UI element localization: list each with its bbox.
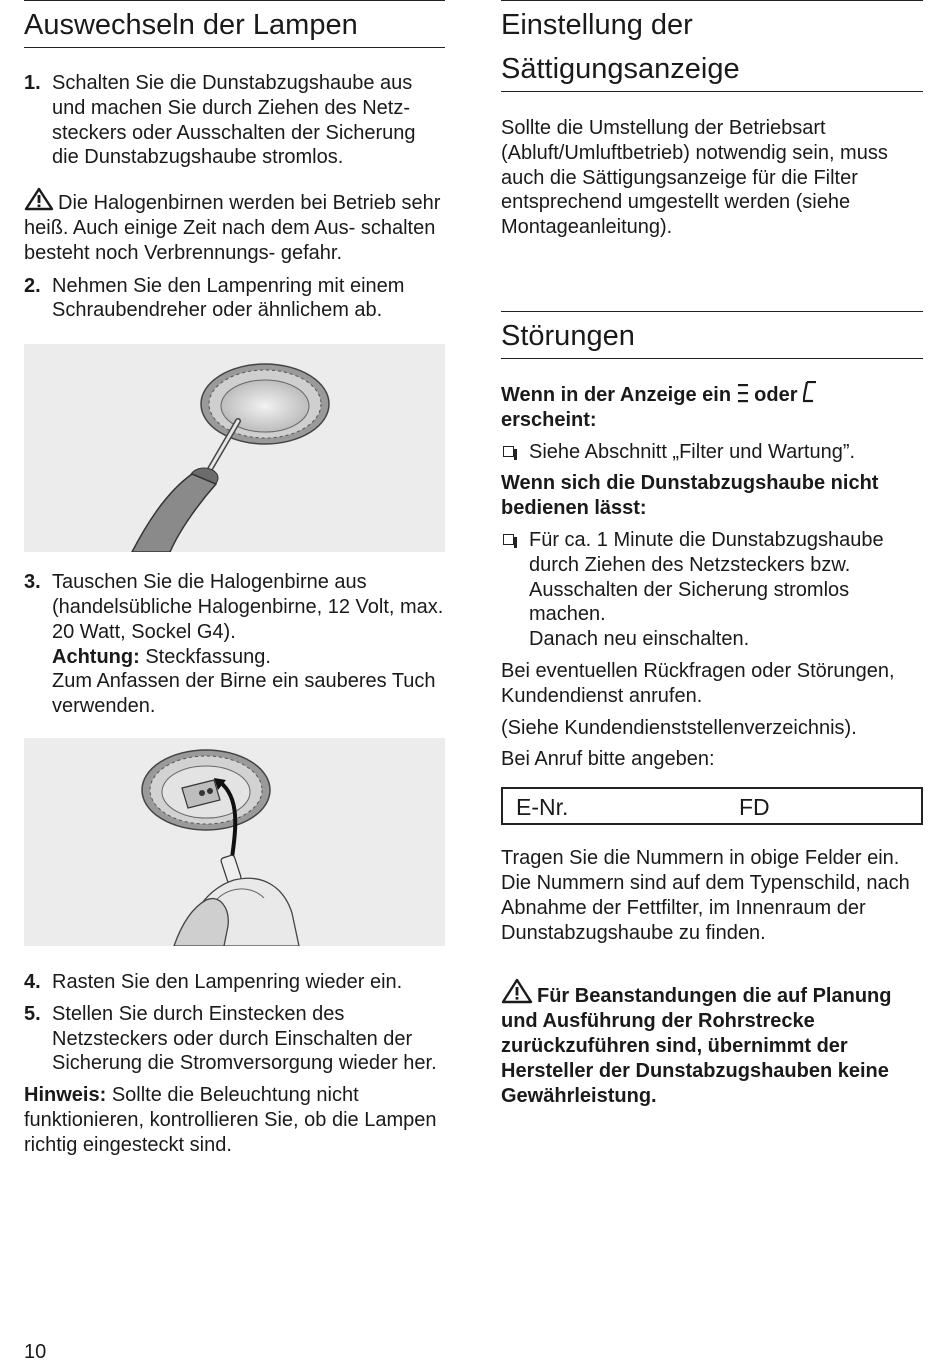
step-caution [52,645,445,670]
figure-remove-lamp-ring [24,344,445,552]
question-not-operable: Wenn sich die Dunstabzugshaube nicht bedienen lässt: [501,472,879,520]
left-column [24,0,445,1158]
illustration-halogen-bulb-hands [24,738,445,946]
step-number: 5. [24,1002,41,1025]
step-number: 1. [24,72,41,94]
question-text: erscheint: [501,408,597,431]
warning-text: Die Halogenbirnen werden bei Betrieb sehr heiß. Auch einige Zeit nach dem Aus- schalten besteht noch Verbrennungs- gefahr. [24,192,441,264]
step-text: Nehmen Sie den Lampenring mit einem Schraubendreher oder ähnlichem ab. [52,274,405,322]
step-text: Stellen Sie durch Einstecken des Netzsteckers oder durch Einschalten der Sicherung die Stromversorgung wieder her. [52,1002,437,1075]
type-plate-paragraph: Tragen Sie die Nummern in obige Felder ein. Die Nummern sind auf dem Typenschild, nach Abnahme der Fettfilter, im Innenraum der Dunstabzugshaube zu finden. [501,847,910,944]
heading-rule-bottom [24,47,445,48]
step-number: 2. [24,274,41,297]
step-1 [24,71,445,170]
warranty-text: Für Beanstandungen die auf Planung und Ausführung der Rohrstrecke zurückzuführen sind, übernimmt der Hersteller der Dunstabzugshauben keine Gewährleistung. [501,985,892,1107]
step-number: 4. [24,970,41,993]
warning-paragraph [24,187,445,265]
segment-display-icon [737,383,749,403]
step-5 [24,1002,445,1076]
question-text: oder [754,383,798,406]
step-text: Tauschen Sie die Halogenbirne aus (handelsübliche Halogenbirne, 12 Volt, max. 20 Watt, Sockel G4). [52,571,444,643]
answer-filter-maintenance [501,440,923,465]
note-label: Hinweis: [24,1084,107,1107]
step-3 [24,570,445,719]
checkbox-bullet-icon [503,534,514,545]
question-display-symbols [501,381,923,433]
heading-saturation-display: Einstellung der Sättigungsanzeige [501,9,740,85]
step-text: Schalten Sie die Dunstabzugshaube aus und machen Sie durch Ziehen des Netz- steckers oder Ausschalten der Sicherung die Dunstabzugshaube stromlos. [52,72,416,169]
answer-power-cycle [501,528,923,652]
heading-lamp-replacement: Auswechseln der Lampen [24,9,358,41]
caution-label: Achtung: [52,645,140,668]
step-4 [24,970,445,995]
step-text: Rasten Sie den Lampenring wieder ein. [52,970,403,993]
enr-label: E-Nr. [516,794,569,821]
warning-triangle-icon [501,978,533,1004]
illustration-lamp-ring-screwdriver [24,344,445,552]
checkbox-bullet-icon [503,446,514,457]
service-directory-paragraph: (Siehe Kundendienststellenverzeichnis). [501,716,857,739]
warranty-warning [501,978,923,1108]
note-text: Sollte die Beleuchtung nicht funktionieren, kontrollieren Sie, ob die Lampen richtig eingesteckt sind. [24,1084,437,1156]
service-paragraph: Bei eventuellen Rückfragen oder Störungen, Kundendienst anrufen. [501,659,895,707]
figure-replace-halogen-bulb [24,738,445,946]
page-number: 10 [24,1341,47,1363]
right-column [501,0,923,1108]
step-text-extra: Zum Anfassen der Birne ein sauberes Tuch verwenden. [52,670,436,718]
heading-rule-bottom [501,358,923,359]
note-paragraph [24,1083,445,1157]
warning-triangle-icon [24,187,54,211]
fd-label: FD [739,794,770,821]
question-text: Wenn in der Anzeige ein [501,383,732,406]
answer-text: Für ca. 1 Minute die Dunstabzugshaube durch Ziehen des Netzsteckers bzw. Ausschalten der Sicherung stromlos machen. [529,528,884,626]
heading-malfunctions: Störungen [501,319,635,352]
step-number: 3. [24,571,41,594]
segment-display-icon [803,381,817,403]
caution-text: Steckfassung. [145,645,271,668]
heading-rule-bottom [501,91,923,92]
step-2 [24,274,445,324]
saturation-paragraph: Sollte die Umstellung der Betriebsart (Abluft/Umluftbetrieb) notwendig sein, muss auch die Sättigungsanzeige für die Filter entsprechend umgestellt werden (siehe Montageanleitung). [501,117,888,239]
call-info-paragraph: Bei Anruf bitte angeben: [501,748,715,771]
answer-text: Siehe Abschnitt „Filter und Wartung”. [529,440,856,463]
answer-text: Danach neu einschalten. [529,628,750,651]
enr-fd-field [501,787,923,825]
